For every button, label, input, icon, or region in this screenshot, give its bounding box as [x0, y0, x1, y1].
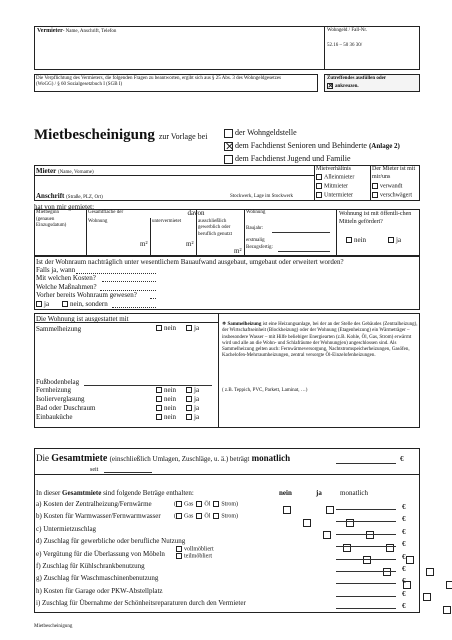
gesamtmiete-field[interactable] [336, 463, 396, 464]
fuel-2-checkbox[interactable] [213, 501, 219, 507]
sammelheizung-nein-option[interactable] [156, 324, 176, 333]
isolier-ja-checkbox[interactable] [186, 396, 192, 402]
ausstattung-header: Die Wohnung ist ausgestattet mit [36, 315, 129, 323]
vorher-label: Vorher bereits Wohnraum gewesen? [36, 291, 137, 299]
vorher-nein-label: nein, sondern [70, 300, 108, 308]
row-amount-field[interactable] [336, 534, 396, 535]
verwandt-checkbox[interactable] [372, 183, 378, 189]
row-nein-checkbox[interactable] [283, 506, 291, 514]
row-amount-field[interactable] [336, 509, 396, 510]
fuel-1-checkbox[interactable] [196, 501, 202, 507]
row-ja-checkbox[interactable] [326, 506, 334, 514]
isolier-ja-option[interactable] [186, 395, 199, 404]
notice-text: Die Verpflichtung des Vermieters, die folgenden Fragen zu beantworten, ergibt sich aus § 25 Abs. 3 des Wohngeldgesetzes (WoGG) / § 60 Sozialgesetzbuch I (SGB I) [36, 76, 282, 88]
massnahmen-label: Welche Maßnahmen? [36, 283, 97, 291]
oeffentlich-nein-label: nein [354, 236, 367, 244]
mieter-sub: (Name, Vorname) [57, 170, 94, 175]
mitmieter-option[interactable] [316, 183, 348, 191]
kosten-label: Mit welchen Kosten? [36, 274, 96, 282]
kosten-field[interactable] [102, 281, 156, 282]
kueche-nein-option[interactable] [156, 413, 176, 422]
wohnung-label: Wohnung [88, 219, 108, 224]
wohngeld-nr: 52.16 – 50 36 30/ [327, 43, 363, 48]
mieter-label-wrap [36, 167, 94, 176]
enthalten-pre: In dieser [36, 489, 61, 497]
cost-row-label: c) Untermietzuschlag [36, 524, 97, 533]
option-senioren[interactable] [224, 141, 400, 151]
isolier-nein-option[interactable] [156, 395, 176, 404]
row-euro: € [402, 515, 406, 524]
mitmieter-label: Mitmieter [324, 183, 348, 190]
fernheizung-ja-option[interactable] [186, 386, 199, 395]
gesamt-mid: (einschließlich Umlagen, Zuschläge, u. ä.) beträgt [109, 455, 250, 463]
item-label-isolierverglasung: Isolierverglasung [36, 395, 85, 403]
row-euro: € [402, 589, 406, 598]
mietbeginn-sub: (genauen Einzugsdatum) [36, 217, 67, 229]
item-label-bad: Bad oder Duschraum [36, 404, 96, 412]
oeffentlich-ja-checkbox[interactable] [388, 237, 394, 243]
gesamt-die: Die [36, 453, 49, 463]
vorher-nein-checkbox[interactable] [62, 301, 68, 307]
kueche-ja-checkbox[interactable] [186, 414, 192, 420]
m2-gewerblich: m² [234, 247, 242, 255]
row-nein-checkbox[interactable] [303, 519, 311, 527]
oeffentlich-ja-option[interactable] [388, 236, 401, 245]
fuel-label: Öl [204, 513, 211, 520]
fuel-label: Gas [184, 500, 194, 507]
enthalten-bold: Gesamtmiete [62, 489, 102, 497]
verschwaegert-option[interactable] [372, 192, 412, 200]
senioren-checkbox[interactable] [224, 142, 233, 151]
untermieter-checkbox[interactable] [316, 192, 322, 198]
bad-nein-option[interactable] [156, 404, 176, 413]
fuel-0-checkbox[interactable] [176, 513, 182, 519]
fernheizung-nein-option[interactable] [156, 386, 176, 395]
gesamtmiete-line [36, 453, 290, 464]
row-ja-checkbox[interactable] [406, 556, 414, 564]
vermieter-label: Vermieter [37, 28, 63, 34]
moebl-label: teilmöbliert [184, 552, 212, 559]
row-euro: € [402, 540, 406, 549]
verschwaegert-checkbox[interactable] [372, 192, 378, 198]
row-ja-checkbox[interactable] [386, 544, 394, 552]
cost-row-label: h) Kosten für Garage oder PKW-Abstellplatz [36, 586, 163, 595]
sammel-expl-title: Sammelheizung [227, 322, 262, 327]
item-label-fernheizung: Fernheizung [36, 386, 71, 394]
alleinmieter-checkbox[interactable] [316, 174, 322, 180]
vorher-ja-checkbox[interactable] [36, 301, 42, 307]
isolier-nein-checkbox[interactable] [156, 396, 162, 402]
row-nein-checkbox[interactable] [383, 568, 391, 576]
row-euro: € [402, 527, 406, 536]
ja-label: ja [194, 413, 200, 421]
sammelheizung-nein-label: nein [164, 324, 177, 332]
cost-row-label: a) Kosten der Zentralheizung/Fernwärme [36, 500, 152, 508]
example-checkbox-icon [327, 83, 333, 89]
option-jugend[interactable] [224, 154, 351, 164]
fuel-options: ( Gas Öl Strom) [174, 513, 239, 520]
ja-label: ja [194, 404, 200, 412]
zutreffendes-text: Zutreffendes ausfüllen oder [327, 76, 387, 81]
stockwerk-label: Stockwerk, Lage im Stockwerk [230, 194, 294, 199]
baujahr-field[interactable] [272, 232, 330, 233]
row-nein-checkbox[interactable] [443, 606, 451, 614]
anschrift-label-wrap [36, 192, 103, 201]
fuel-options: ( Gas Öl Strom) [174, 500, 239, 507]
anschrift-label: Anschrift [36, 192, 65, 200]
mieter-label: Mieter [36, 167, 57, 175]
fernheizung-nein-checkbox[interactable] [156, 387, 162, 393]
m2-unter: m² [186, 240, 194, 248]
nein-label: nein [164, 395, 177, 403]
cost-row-label: g) Zuschlag für Waschmaschinenbenutzung [36, 574, 159, 583]
oeffentlich-nein-checkbox[interactable] [346, 237, 352, 243]
oeffentlich-nein-option[interactable] [346, 236, 366, 245]
moebl-checkbox[interactable] [176, 553, 182, 559]
fuel-2-checkbox[interactable] [213, 513, 219, 519]
verschwaegert-label: verschwägert [380, 192, 412, 199]
anschrift-sub: (Straße, PLZ, Ort) [66, 195, 103, 200]
col-nein: nein [279, 489, 292, 497]
fuel-label: Öl [204, 500, 211, 507]
option-senioren-suffix: (Anlage 2) [368, 142, 400, 150]
nein-label: nein [164, 386, 177, 394]
sammelheizung-ja-label: ja [194, 324, 200, 332]
vorher-ja-option[interactable] [36, 300, 49, 309]
kueche-ja-option[interactable] [186, 413, 199, 422]
row-nein-checkbox[interactable] [423, 593, 431, 601]
cost-row-label: f) Zuschlag für Kühlschrankbenutzung [36, 562, 145, 570]
untervermietet-label: untervermietet [152, 219, 182, 224]
nein-label: nein [164, 413, 177, 421]
vorher-field[interactable] [150, 298, 156, 299]
sammel-expl-text: ist eine Heizungsanlage, bei der an der Stelle des Gebäudes (Zentralheizung), der Wirtschaftseinheit (Blockheizung) oder der Wohnung (Etagenheizung) ein Wärmeträger –insbesondere Wasser – mit Hilfe beliebiger Energiearten (z.B. Kohle, Öl, Gas, Strom) erwärmt wird und alle an die Wohn- und Schlafräume der Wohnung(en) angeschlossen sind. Als Sammelheizung gelten auch: Fernwärmeversorgung, Nachtstromspeicherheizungen, Gasöfen, Kachelofen-Mehrraumheizungen, zentral versorgte Öl-Einzelofenheizungen. [222, 322, 418, 359]
jugend-checkbox[interactable] [224, 155, 233, 164]
fuel-1-checkbox[interactable] [196, 513, 202, 519]
cost-row-label: b) Kosten für Warmwasser/Fernwarmwasser [36, 512, 161, 521]
cost-row-label: e) Vergütung für die Überlassung von Möbeln [36, 549, 165, 558]
row-euro: € [402, 552, 406, 561]
fuel-0-checkbox[interactable] [176, 501, 182, 507]
gesamt-monatlich: monatlich [251, 453, 291, 463]
fernheizung-ja-checkbox[interactable] [186, 387, 192, 393]
row-euro: € [402, 602, 406, 611]
vermieter-sub: - Name, Anschrift, Telefon [62, 29, 117, 34]
col-ja: ja [316, 489, 322, 497]
col-monatlich: monatlich [340, 489, 368, 497]
ankreuzen-wrap [327, 83, 359, 90]
erstmalig-label: erstmalig [246, 238, 265, 243]
moebl-label: vollmöbliert [184, 545, 214, 552]
footer-label: Mietbescheinigung [34, 624, 73, 629]
bezugsfertig-field[interactable] [278, 251, 330, 252]
option-jugend-label: dem Fachdienst Jugend und Familie [235, 154, 351, 163]
row-amount-field[interactable] [336, 596, 396, 597]
fuel-label: Strom [221, 500, 237, 507]
bad-ja-checkbox[interactable] [186, 405, 192, 411]
cost-row-label: d) Zuschlag für gewerbliche oder berufliche Nutzung [36, 537, 186, 546]
option-senioren-label: dem Fachdienst Senioren und Behinderte [235, 141, 367, 150]
row-amount-field[interactable] [336, 583, 396, 584]
row-amount-field[interactable] [336, 521, 396, 522]
mietverhaeltnis-label: Mietverhältnis [316, 166, 351, 172]
fussboden-label: Fußbodenbelag [36, 378, 80, 386]
row-ja-checkbox[interactable] [366, 531, 374, 539]
row-euro: € [402, 577, 406, 586]
row-ja-checkbox[interactable] [426, 568, 434, 576]
der-mieter-label: Der Mieter ist mit mir/uns [372, 166, 416, 180]
gesamt-bold: Gesamtmiete [51, 453, 108, 464]
item-label-einbaukueche: Einbauküche [36, 413, 73, 421]
row-ja-checkbox[interactable] [346, 519, 354, 527]
fuel-label: Strom [221, 513, 237, 520]
sammelheizung-ja-checkbox[interactable] [186, 325, 192, 331]
moebl-option[interactable] [176, 553, 212, 561]
kueche-nein-checkbox[interactable] [156, 414, 162, 420]
wohngeldstelle-checkbox[interactable] [224, 129, 233, 138]
ankreuzen-text: ankreuzen. [335, 84, 359, 90]
row-nein-checkbox[interactable] [323, 531, 331, 539]
wohngeld-label: Wohngeld / Fall-Nr. [327, 28, 368, 33]
moebl-checkbox[interactable] [176, 546, 182, 552]
seit-field[interactable] [104, 472, 152, 473]
vorher-ja-label: ja [44, 300, 50, 308]
gesamtmiete-euro: € [400, 455, 404, 463]
sammelheizung-ja-option[interactable] [186, 324, 199, 333]
seit-label: seit [90, 467, 99, 473]
row-amount-field[interactable] [336, 546, 396, 547]
option-wohngeldstelle[interactable] [224, 128, 297, 138]
hat-von-label: hat von mir gemietet: [34, 203, 95, 211]
alleinmieter-option[interactable] [316, 174, 354, 182]
title-sub: zur Vorlage bei [158, 132, 208, 141]
oeffentlich-label: Wohnung ist mit öffentli-chen Mitteln gefördert? [339, 211, 412, 225]
wohnung2-label: Wohnung [246, 210, 266, 215]
alleinmieter-label: Alleinmieter [324, 174, 355, 181]
davon-label: davon [187, 209, 205, 217]
untermieter-label: Untermieter [324, 192, 353, 199]
option-wohngeldstelle-label: der Wohngeldstelle [235, 128, 297, 137]
ja-label: ja [194, 395, 200, 403]
bad-ja-option[interactable] [186, 404, 199, 413]
m2-gesamt: m² [140, 240, 148, 248]
falls-ja-field[interactable] [76, 273, 156, 274]
falls-ja-label: Falls ja, wann [36, 266, 76, 274]
sammelheizung-label: Sammelheizung [36, 325, 82, 333]
mitmieter-checkbox[interactable] [316, 183, 322, 189]
cost-row-label: i) Zuschlag für Übernahme der Schönheitsreparaturen durch den Vermieter [36, 599, 246, 608]
verwandt-label: verwandt [380, 183, 403, 190]
row-nein-checkbox[interactable] [343, 544, 351, 552]
page-title: Mietbescheinigung [34, 127, 155, 143]
nein-label: nein [164, 404, 177, 412]
nein-sondern-field[interactable] [112, 307, 156, 308]
massnahmen-field[interactable] [100, 290, 156, 291]
enthalten-line [36, 489, 194, 498]
sammelheizung-nein-checkbox[interactable] [156, 325, 162, 331]
row-euro: € [402, 565, 406, 573]
row-nein-checkbox[interactable] [363, 556, 371, 564]
bodenbelag-hint: ( z.B. Teppich, PVC, Parkett, Laminat, …) [222, 388, 308, 393]
row-amount-field[interactable] [336, 608, 396, 609]
ausschl-label: ausschließlich gewerblich oder beruflich genutzt [198, 219, 233, 237]
fuel-label: Gas [184, 513, 194, 520]
sammelheizung-explanation: ❅ Sammelheizung ist eine Heizungsanlage, bei der an der Stelle des Gebäudes (Zentralheizung), der Wirtschaftseinheit (Blockheizung) oder der Wohnung (Etagenheizung) ein Wärmeträger –insbesondere Wasser – mit Hilfe beliebiger Energiearten (z.B. Kohle, Öl, Gas, Strom) erwärmt wird und alle an die Wohn- und Schlafräume der Wohnung(en) angeschlossen sind. Als Sammelheizung gelten auch: Fernwärmeversorgung, Nachtstromspeicherheizungen, Gasöfen, Kachelofen-Mehrraumheizungen, zentral versorgte Öl-Einzelofenheizungen. [222, 322, 418, 359]
baujahr-label: Baujahr: [246, 226, 264, 231]
title-wrap [34, 126, 207, 144]
row-amount-field[interactable] [336, 571, 396, 572]
oeffentlich-ja-label: ja [396, 236, 402, 244]
row-amount-field[interactable] [336, 559, 396, 560]
gesamtflaeche-label: Gesamtfläche der [88, 210, 124, 215]
verwandt-option[interactable] [372, 183, 402, 191]
row-ja-checkbox[interactable] [446, 581, 452, 589]
row-euro: € [402, 503, 406, 511]
vorher-nein-option[interactable] [62, 300, 108, 309]
bezugsfertig-label: Bezugsfertig: [246, 245, 273, 250]
vermieter-label-wrap [37, 28, 116, 36]
bad-nein-checkbox[interactable] [156, 405, 162, 411]
umbau-question: Ist der Wohnraum nachträglich unter wesentlichem Bauaufwand ausgebaut, umgebaut oder erweitert worden? [36, 258, 344, 266]
enthalten-post: sind folgende Beträge enthalten: [103, 489, 194, 497]
untermieter-option[interactable] [316, 192, 353, 200]
ja-label: ja [194, 386, 200, 394]
mietbeginn-label: Mietbeginn [36, 210, 60, 215]
